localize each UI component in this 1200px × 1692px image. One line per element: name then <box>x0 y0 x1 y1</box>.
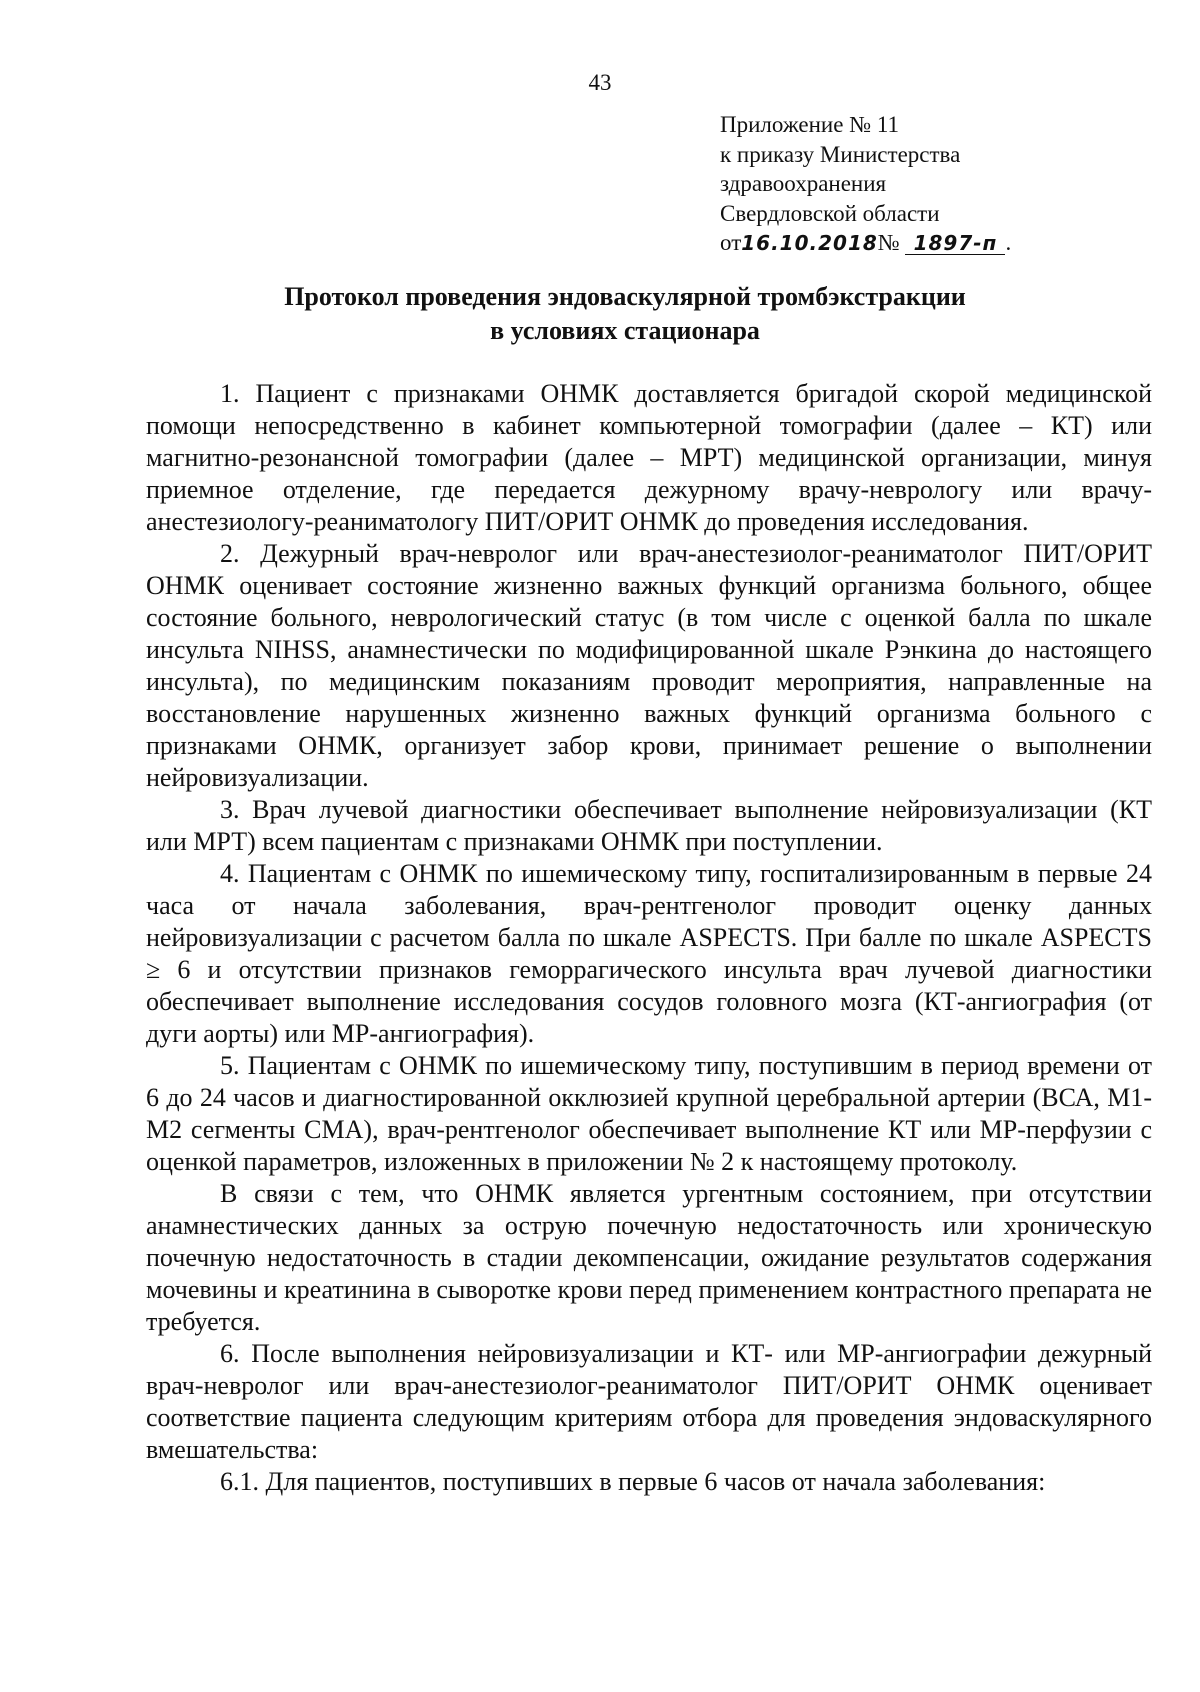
handwritten-date: 16.10.2018 <box>741 231 878 255</box>
document-body <box>146 378 1152 1498</box>
title-line-2: в условиях стационара <box>490 316 760 345</box>
paragraph-4: 4. Пациентам с ОНМК по ишемическому типу, госпитализированным в первые 24 часа от начала заболевания, врач-рентгенолог проводит оценку данных нейровизуализации с расчетом балла по шкале ASPECTS. При балле по шкале ASPECTS ≥ 6 и отсутствии признаков геморрагического инсульта врач лучевой диагностики обеспечивает выполнение исследования сосудов головного мозга (КТ-ангиография (от дуги аорты) или МР-ангиография). <box>146 859 1152 1048</box>
title-line-1: Протокол проведения эндоваскулярной тромбэкстракции <box>284 282 966 311</box>
appendix-date-line <box>720 228 1011 259</box>
date-line-period: . <box>1005 230 1012 255</box>
appendix-line-3: здравоохранения <box>720 171 887 196</box>
page-number: 43 <box>588 70 612 95</box>
appendix-line-2: к приказу Министерства <box>720 141 961 167</box>
handwritten-order-number: 1897-п <box>905 232 1005 255</box>
date-prefix: от <box>720 230 742 255</box>
appendix-header <box>720 110 1011 259</box>
appendix-line-1: Приложение № 11 <box>720 112 900 137</box>
paragraph-6: 6. После выполнения нейровизуализации и КТ- или МР-ангиографии дежурный врач-невролог или врач-анестезиолог-реаниматолог ПИТ/ОРИТ ОНМК оценивает соответствие пациента следующим критериям отбора для проведения эндоваскулярного вмешательства: <box>146 1339 1152 1464</box>
document-title <box>150 280 1100 348</box>
paragraph-3: 3. Врач лучевой диагностики обеспечивает выполнение нейровизуализации (КТ или МРТ) всем пациентам с признаками ОНМК при поступлении. <box>146 795 1152 856</box>
paragraph-1: 1. Пациент с признаками ОНМК доставляется бригадой скорой медицинской помощи непосредственно в кабинет компьютерной томографии (далее – КТ) или магнитно-резонансной томографии (далее – МРТ) медицинской организации, минуя приемное отделение, где передается дежурному врачу-неврологу или врачу-анестезиологу-реаниматологу ПИТ/ОРИТ ОНМК до проведения исследования. <box>146 379 1152 536</box>
paragraph-6-1: 6.1. Для пациентов, поступивших в первые 6 часов от начала заболевания: <box>220 1467 1046 1496</box>
paragraph-2: 2. Дежурный врач-невролог или врач-анестезиолог-реаниматолог ПИТ/ОРИТ ОНМК оценивает состояние жизненно важных функций организма больного, общее состояние больного, неврологический статус (в том числе с оценкой балла по шкале инсульта NIHSS, анамнестически по модифицированной шкале Рэнкина до настоящего инсульта), по медицинским показаниям проводит мероприятия, направленные на восстановление нарушенных жизненно важных функций организма больного с признаками ОНМК, организует забор крови, принимает решение о выполнении нейровизуализации. <box>146 539 1152 792</box>
number-sign: № <box>877 230 900 255</box>
paragraph-contrast-note: В связи с тем, что ОНМК является ургентным состоянием, при отсутствии анамнестических данных за острую почечную недостаточность или хроническую почечную недостаточность в стадии декомпенсации, ожидание результатов содержания мочевины и креатинина в сыворотке крови перед применением контрастного препарата не требуется. <box>146 1179 1152 1336</box>
paragraph-5: 5. Пациентам с ОНМК по ишемическому типу, поступившим в период времени от 6 до 24 часов и диагностированной окклюзией крупной церебральной артерии (ВСА, M1-M2 сегменты СМА), врач-рентгенолог обеспечивает выполнение КТ или МР-перфузии с оценкой параметров, изложенных в приложении № 2 к настоящему протоколу. <box>146 1051 1152 1176</box>
appendix-line-4: Свердловской области <box>720 200 940 226</box>
